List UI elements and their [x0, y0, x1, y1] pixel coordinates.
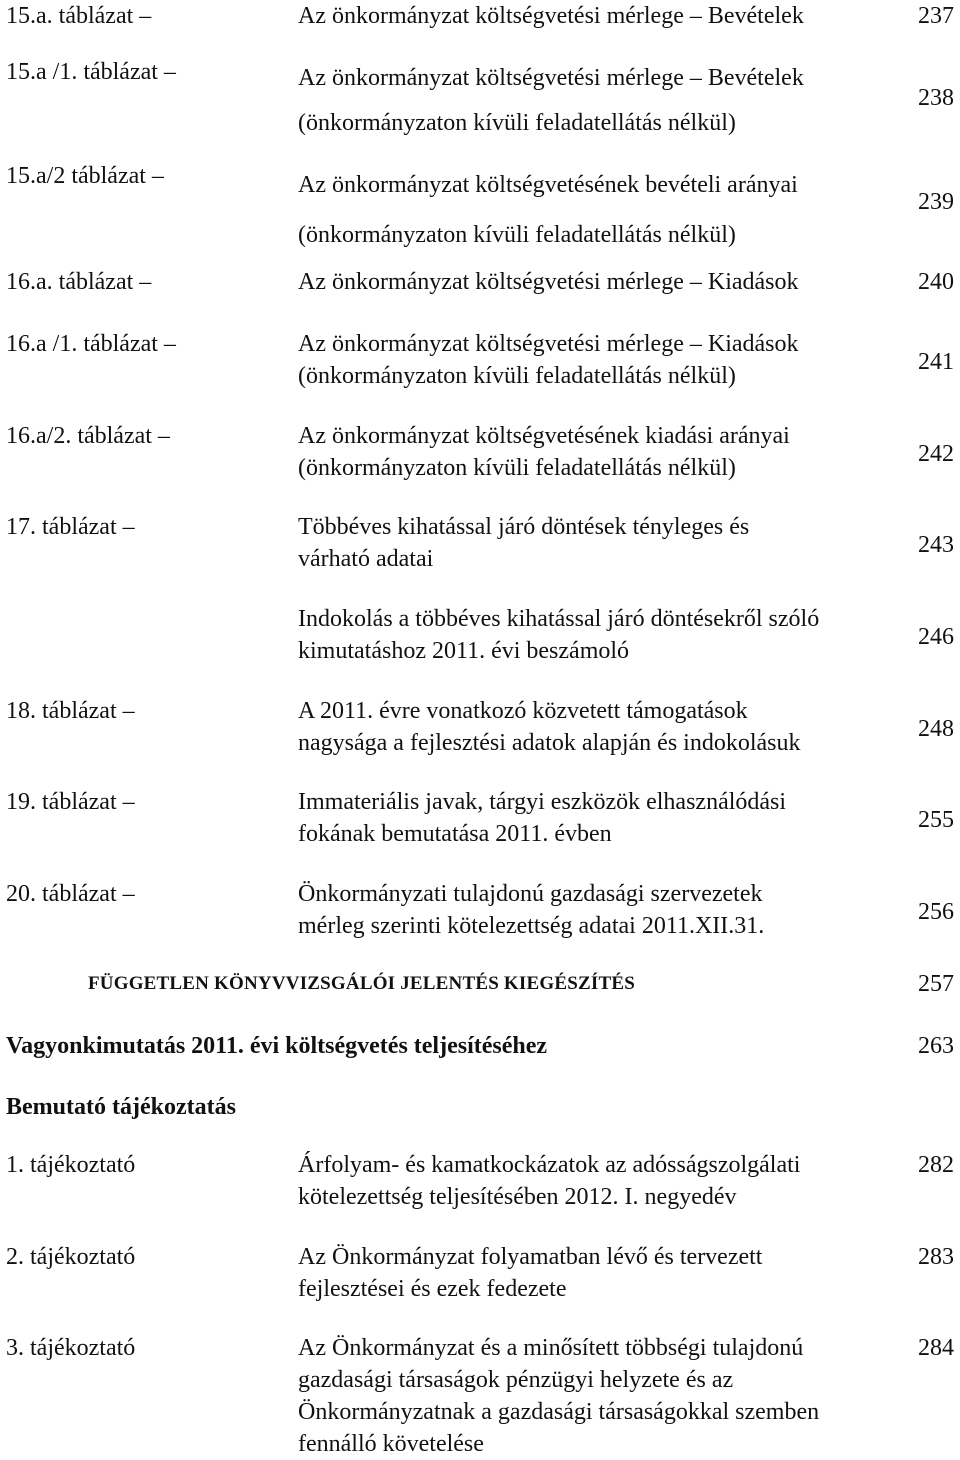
entry-label: 16.a. táblázat –: [6, 269, 152, 295]
info-entry-label: 1. tájékoztató: [6, 1152, 136, 1178]
asset-statement-page: 263: [918, 1033, 954, 1059]
entry-label: 19. táblázat –: [6, 789, 135, 815]
entry-label: 16.a/2. táblázat –: [6, 423, 170, 449]
info-entry-title: Árfolyam- és kamatkockázatok az adósságszolgálati kötelezettség teljesítésében 2012. I. negyedév: [298, 1152, 801, 1210]
entry-title: Többéves kihatással járó döntések tényleges és várható adatai: [298, 514, 750, 572]
entry-page: 243: [918, 532, 954, 558]
entry-title: Az önkormányzat költségvetési mérlege – Kiadások (önkormányzaton kívüli feladatellátás nélkül): [298, 331, 799, 389]
audit-report-page: 257: [918, 971, 954, 997]
entry-title: Az önkormányzat költségvetési mérlege – Bevételek (önkormányzaton kívüli feladatellátás nélkül): [298, 65, 804, 136]
entry-label: 18. táblázat –: [6, 698, 135, 724]
entry-page: 248: [918, 716, 954, 742]
entry-page: 256: [918, 899, 954, 925]
info-entry-label: 3. tájékoztató: [6, 1335, 136, 1361]
entry-label: 16.a /1. táblázat –: [6, 331, 176, 357]
info-section-title: Bemutató tájékoztatás: [6, 1094, 236, 1120]
entry-title: Az önkormányzat költségvetési mérlege – Bevételek: [298, 3, 804, 29]
entry-title: Indokolás a többéves kihatással járó döntésekről szóló kimutatáshoz 2011. évi beszámoló: [298, 606, 820, 664]
info-entry-title: Az Önkormányzat és a minősített többségi tulajdonú gazdasági társaságok pénzügyi helyzete és az Önkormányzatnak a gazdasági társaságokkal szemben fennálló követelése: [298, 1335, 820, 1457]
entry-page: 237: [918, 3, 954, 29]
entry-page: 238: [918, 85, 954, 111]
info-entry-page: 284: [918, 1335, 954, 1361]
entry-page: 246: [918, 624, 954, 650]
entry-title: Immateriális javak, tárgyi eszközök elhasználódási fokának bemutatása 2011. évben: [298, 789, 787, 847]
info-entry-title: Az Önkormányzat folyamatban lévő és tervezett fejlesztései és ezek fedezete: [298, 1244, 763, 1302]
entry-title: Az önkormányzat költségvetésének kiadási arányai (önkormányzaton kívüli feladatellátás nélkül): [298, 423, 790, 481]
entry-page: 241: [918, 349, 954, 375]
entry-title: Az önkormányzat költségvetésének bevételi arányai (önkormányzaton kívüli feladatellátás nélkül): [298, 172, 798, 248]
entry-title: Az önkormányzat költségvetési mérlege – Kiadások: [298, 269, 799, 295]
entry-page: 239: [918, 189, 954, 215]
entry-label: 17. táblázat –: [6, 514, 135, 540]
entry-page: 255: [918, 807, 954, 833]
entry-label: 20. táblázat –: [6, 881, 135, 907]
info-entry-page: 283: [918, 1244, 954, 1270]
entry-title: Önkormányzati tulajdonú gazdasági szervezetek mérleg szerinti kötelezettség adatai 2011.XII.31.: [298, 881, 765, 939]
audit-report-title: FÜGGETLEN KÖNYVVIZSGÁLÓI JELENTÉS KIEGÉSZÍTÉS: [88, 973, 635, 994]
asset-statement-title: Vagyonkimutatás 2011. évi költségvetés teljesítéséhez: [6, 1033, 548, 1059]
info-entry-page: 282: [918, 1152, 954, 1178]
entry-page: 240: [918, 269, 954, 295]
entry-label: 15.a /1. táblázat –: [6, 59, 176, 85]
entry-label: 15.a/2 táblázat –: [6, 163, 164, 189]
entry-page: 242: [918, 441, 954, 467]
entry-title: A 2011. évre vonatkozó közvetett támogatások nagysága a fejlesztési adatok alapján és indokolásuk: [298, 698, 801, 756]
entry-label: 15.a. táblázat –: [6, 3, 152, 29]
info-entry-label: 2. tájékoztató: [6, 1244, 136, 1270]
